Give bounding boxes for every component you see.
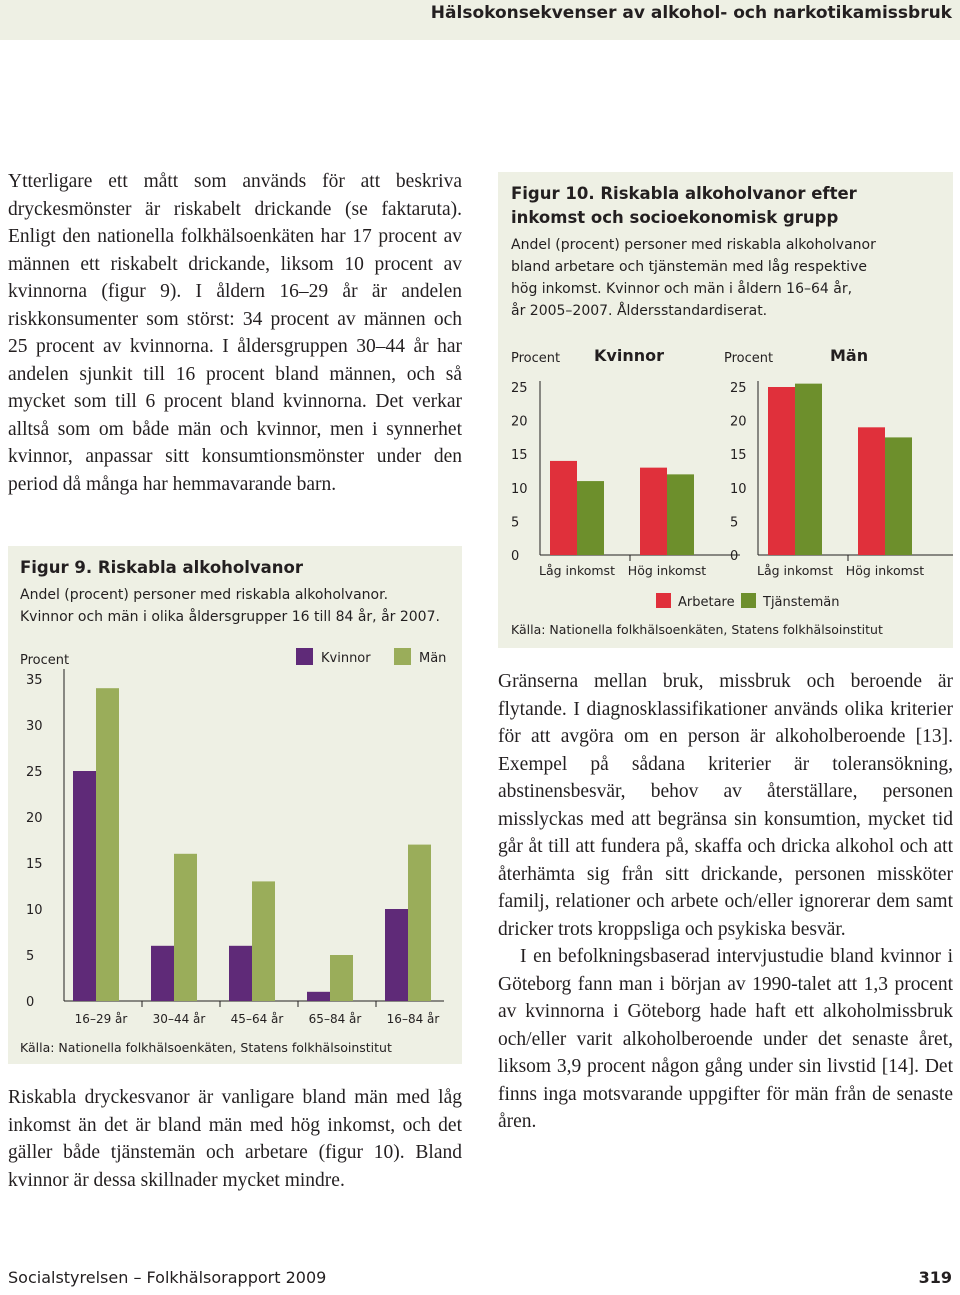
figure-10-source: Källa: Nationella folkhälsoenkäten, Statens folkhälsoinstitut: [511, 622, 883, 637]
body-text-left-top: [8, 168, 462, 498]
figure-10-subtitle-line: bland arbetare och tjänstemän med låg respektive: [511, 259, 867, 275]
legend-label-tjansteman: Tjänstemän: [763, 595, 840, 610]
paragraph-3: Gränserna mellan bruk, missbruk och beroende är flytande. I diagnosklassifikationer används olika kriterier för att avgöra om en person är alkoholberoende [13]. Exempel på sådana kriterier är toleransökning, abstinensbesvär, behov av återställare, personen misslyckas med att begränsa sin konsumtion, mycket tid går åt till att fundera på, skaffa och dricka alkohol och att återhämta sig från sitt drickande, personen missköter familj, relationer och arbete och/eller ignorerar dem samt dricker trots kroppsliga och psykiska besvär.: [498, 671, 953, 940]
x-tick-label: 16–29 år: [74, 1012, 128, 1026]
figure-9-subtitle-line: Andel (procent) personer med riskabla alkoholvanor.: [20, 587, 389, 603]
panel-title: Kvinnor: [594, 346, 664, 365]
y-tick-label: 25: [511, 381, 528, 396]
y-tick-label: 10: [26, 903, 43, 918]
figure-10: [498, 172, 953, 648]
y-tick-label: 30: [26, 719, 43, 734]
bar-man: [408, 845, 431, 1001]
bar-man: [252, 881, 275, 1001]
y-tick-label: 0: [730, 549, 739, 564]
y-tick-label: 15: [730, 448, 747, 464]
y-axis-label: Procent: [724, 351, 774, 366]
x-tick-label: 30–44 år: [152, 1012, 206, 1026]
bar-kvinnor: [385, 909, 408, 1001]
bar-tjansteman: [795, 384, 822, 555]
bar-man: [174, 854, 197, 1001]
paragraph-2: Riskabla dryckesvanor är vanligare bland män med låg inkomst än det är bland män med hög inkomst, och det gäller både tjänstemän och arbetare (figur 10). Bland kvinnor är dessa skillnader mycket mindre.: [8, 1087, 462, 1191]
y-tick-label: 15: [511, 448, 528, 464]
figure-9-title: Figur 9. Riskabla alkoholvanor: [20, 558, 303, 577]
legend-swatch-arbetare: [656, 593, 671, 608]
bar-man: [330, 955, 353, 1001]
legend-swatch-tjansteman: [741, 593, 756, 608]
paragraph-4: I en befolkningsbaserad intervjustudie bland kvinnor i Göteborg fann man i början av 1990-talet att 1,3 procent av kvinnorna i Göteborg hade haft ett alkoholmissbruk och/eller varit alkoholberoende under det senaste året, liksom 3,9 procent någon gång under sin livstid [14]. Det finns inga motsvarande uppgifter för män från de senaste åren.: [498, 946, 953, 1132]
figure-10-subtitle-line: hög inkomst. Kvinnor och män i åldern 16–64 år,: [511, 281, 853, 297]
y-tick-label: 25: [730, 381, 747, 396]
body-text-right: [498, 668, 953, 1136]
header-title: Hälsokonsekvenser av alkohol- och narkotikamissbruk: [430, 3, 952, 23]
bar-tjansteman: [667, 474, 694, 555]
running-header: [0, 0, 960, 40]
y-tick-label: 10: [730, 481, 747, 497]
bar-arbetare: [768, 387, 795, 555]
y-tick-label: 5: [730, 515, 739, 531]
y-tick-label: 20: [730, 414, 747, 430]
panel-title: Män: [830, 346, 869, 365]
legend-swatch-kvinnor: [296, 648, 313, 665]
y-tick-label: 10: [511, 481, 528, 497]
figure-9-chart: [8, 546, 462, 1064]
bar-tjansteman: [885, 437, 912, 555]
footer-publication: Socialstyrelsen – Folkhälsorapport 2009: [8, 1268, 327, 1287]
y-tick-label: 0: [26, 995, 35, 1010]
legend-label-man: Män: [419, 651, 447, 666]
x-tick-label: Låg inkomst: [539, 563, 615, 578]
figure-10-subtitle-line: Andel (procent) personer med riskabla alkoholvanor: [511, 237, 876, 253]
figure-10-subtitle-line: år 2005–2007. Åldersstandardiserat.: [511, 303, 768, 319]
y-tick-label: 25: [26, 765, 43, 780]
x-tick-label: 65–84 år: [308, 1012, 362, 1026]
bar-arbetare: [550, 461, 577, 555]
bar-arbetare: [858, 427, 885, 555]
y-tick-label: 35: [26, 673, 43, 688]
bar-kvinnor: [229, 946, 252, 1001]
bar-tjansteman: [577, 481, 604, 555]
figure-9-subtitle-line: Kvinnor och män i olika åldersgrupper 16 till 84 år, år 2007.: [20, 609, 440, 625]
y-tick-label: 5: [26, 949, 35, 964]
x-tick-label: 45–64 år: [230, 1012, 284, 1026]
figure-10-title-line: inkomst och socioekonomisk grupp: [511, 208, 839, 227]
y-axis-label: Procent: [20, 653, 70, 668]
y-tick-label: 15: [26, 857, 43, 872]
x-tick-label: Hög inkomst: [845, 563, 925, 578]
paragraph-1: Ytterligare ett mått som används för att beskriva dryckesmönster är riskabelt drickande (se faktaruta). Enligt den nationella folkhälsoenkäten har 17 procent av männen ett riskabelt drickande, liksom 10 procent av kvinnorna (figur 9). I åldern 16–29 år är andelen riskkonsumenter som störst: 34 procent av männen och 25 procent av kvinnorna. I åldersgruppen 30–44 år har andelen sjunkit till 16 procent bland männen, och så mycket som till 6 procent bland kvinnorna. Det verkar alltså som om både män och kvinnor, men i synnerhet kvinnor, anpassar sitt konsumtionsmönster under den period då många har hemmavarande barn.: [8, 171, 462, 495]
bar-kvinnor: [151, 946, 174, 1001]
page-number: 319: [918, 1268, 952, 1287]
bar-kvinnor: [307, 992, 330, 1001]
legend-label-kvinnor: Kvinnor: [321, 651, 371, 666]
y-tick-label: 20: [511, 414, 528, 430]
bar-arbetare: [640, 468, 667, 555]
y-tick-label: 20: [26, 811, 43, 826]
x-tick-label: Hög inkomst: [627, 563, 707, 578]
legend-label-arbetare: Arbetare: [678, 595, 735, 610]
x-tick-label: Låg inkomst: [757, 563, 833, 578]
bar-kvinnor: [73, 771, 96, 1001]
x-tick-label: 16–84 år: [386, 1012, 440, 1026]
figure-9-source: Källa: Nationella folkhälsoenkäten, Statens folkhälsoinstitut: [20, 1040, 392, 1055]
figure-10-chart: [498, 172, 953, 648]
legend-swatch-man: [394, 648, 411, 665]
y-axis-label: Procent: [511, 351, 561, 366]
bar-man: [96, 688, 119, 1001]
y-tick-label: 5: [511, 515, 520, 531]
body-text-left-bottom: [8, 1084, 462, 1194]
figure-10-title-line: Figur 10. Riskabla alkoholvanor efter: [511, 184, 857, 203]
y-tick-label: 0: [511, 549, 520, 564]
figure-9: [8, 546, 462, 1064]
